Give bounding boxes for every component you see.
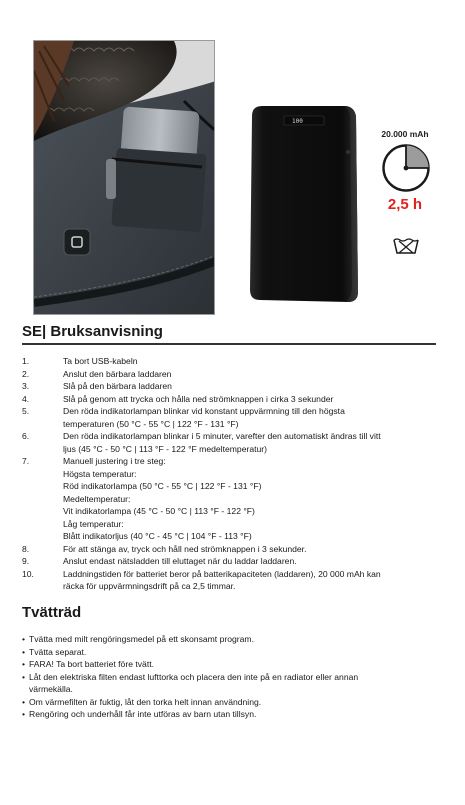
bullet-line: Tvätta separat. (29, 646, 87, 657)
washing-list (22, 633, 422, 721)
capacity-label: 20.000 mAh (381, 129, 429, 139)
step-line: Den röda indikatorlampan blinkar i 5 minuter, varefter den automatiskt ändras till vitt (63, 431, 381, 441)
step-line: Anslut den bärbara laddaren (63, 368, 172, 379)
bullet-line: Låt den elektriska filten endast lufttorka och placera den inte på en radiator eller annan (29, 671, 359, 682)
bullet-text (29, 708, 422, 721)
step-line: Anslut endast nätsladden till eluttaget när du laddar laddaren. (63, 556, 297, 566)
step-number: 1. (22, 356, 30, 366)
list-item (22, 405, 442, 430)
bullet-line: värmekälla. (29, 684, 73, 694)
step-line: Manuell justering i tre steg: (63, 456, 166, 466)
bullet-line: Tvätta med milt rengöringsmedel på ett skonsamt program. (29, 634, 254, 644)
washing-heading: Tvätträd (22, 604, 82, 621)
step-line: temperaturen (50 °C - 55 °C | 122 °F - 131 °F) (63, 418, 239, 429)
list-item (22, 430, 442, 455)
bullet-text (29, 633, 422, 646)
list-item (22, 355, 442, 368)
heading-divider (22, 343, 436, 345)
step-line: Laddningstiden för batteriet beror på batterikapaciteten (laddaren), 20 000 mAh kan (63, 568, 381, 579)
bullet-text (29, 658, 422, 671)
bullet-icon: • (22, 709, 26, 719)
step-number: 2. (22, 368, 30, 379)
step-line: Röd indikatorlampa (50 °C - 55 °C | 122 °F - 131 °F) (63, 481, 262, 491)
list-item (22, 555, 442, 568)
bullet-text (29, 696, 422, 709)
list-item (22, 708, 422, 721)
step-text (63, 380, 442, 393)
bullet-icon: • (22, 671, 26, 682)
step-line: Den röda indikatorlampan blinkar vid konstant uppvärmning till den högsta (63, 406, 345, 416)
instructions-heading: SE| Bruksanvisning (22, 323, 163, 340)
step-number: 10. (22, 568, 34, 579)
clock-icon (381, 143, 431, 193)
step-line: räcka för uppvärmningsdrift på ca 2,5 timmar. (63, 581, 236, 591)
step-number: 5. (22, 406, 30, 416)
step-line: För att stänga av, tryck och håll ned strömknappen i 3 sekunder. (63, 543, 307, 554)
product-photo (33, 40, 215, 315)
list-item (22, 633, 422, 646)
list-item (22, 380, 442, 393)
step-line: ljus (45 °C - 50 °C | 113 °F - 122 °F medeltemperatur) (63, 443, 268, 454)
step-text (63, 568, 442, 593)
list-item (22, 368, 442, 381)
step-text (63, 455, 442, 543)
list-item (22, 658, 422, 671)
list-item (22, 696, 422, 709)
step-text (63, 430, 442, 455)
list-item (22, 393, 442, 406)
step-text (63, 555, 442, 568)
step-line: Högsta temperatur: (63, 468, 137, 479)
step-number: 9. (22, 556, 30, 566)
bullet-text (29, 671, 422, 696)
bullet-line: Rengöring och underhåll får inte utföras av barn utan tillsyn. (29, 709, 257, 719)
bullet-line: Om värmefilten är fuktig, låt den torka helt innan användning. (29, 696, 262, 707)
step-number: 8. (22, 543, 30, 554)
bullet-icon: • (22, 634, 26, 644)
bullet-text (29, 646, 422, 659)
step-text (63, 355, 442, 368)
step-number: 3. (22, 381, 30, 391)
bullet-icon: • (22, 659, 26, 669)
bullet-icon: • (22, 696, 26, 707)
step-line: Ta bort USB-kabeln (63, 356, 138, 366)
step-number: 7. (22, 456, 30, 466)
step-line: Medeltemperatur: (63, 493, 131, 504)
list-item (22, 568, 442, 593)
step-line: Slå på genom att trycka och hålla ned strömknappen i cirka 3 sekunder (63, 393, 334, 404)
svg-text:100: 100 (292, 118, 303, 125)
bullet-icon: • (22, 646, 26, 657)
powerbank-image (248, 106, 360, 302)
step-text (63, 368, 442, 381)
bullet-line: FARA! Ta bort batteriet före tvätt. (29, 659, 154, 669)
step-text (63, 543, 442, 556)
instructions-list (22, 355, 442, 593)
step-text (63, 393, 442, 406)
step-line: Slå på den bärbara laddaren (63, 381, 172, 391)
step-text (63, 405, 442, 430)
step-number: 6. (22, 431, 30, 441)
list-item (22, 646, 422, 659)
list-item (22, 671, 422, 696)
step-line: Blått indikatorljus (40 °C - 45 °C | 104 °F - 113 °F) (63, 531, 252, 541)
step-line: Låg temperatur: (63, 518, 124, 529)
list-item (22, 455, 442, 543)
step-number: 4. (22, 393, 30, 404)
hand-wash-icon (393, 235, 419, 255)
list-item (22, 543, 442, 556)
step-line: Vit indikatorlampa (45 °C - 50 °C | 113 °F - 122 °F) (63, 506, 255, 516)
charge-time: 2,5 h (387, 196, 423, 213)
